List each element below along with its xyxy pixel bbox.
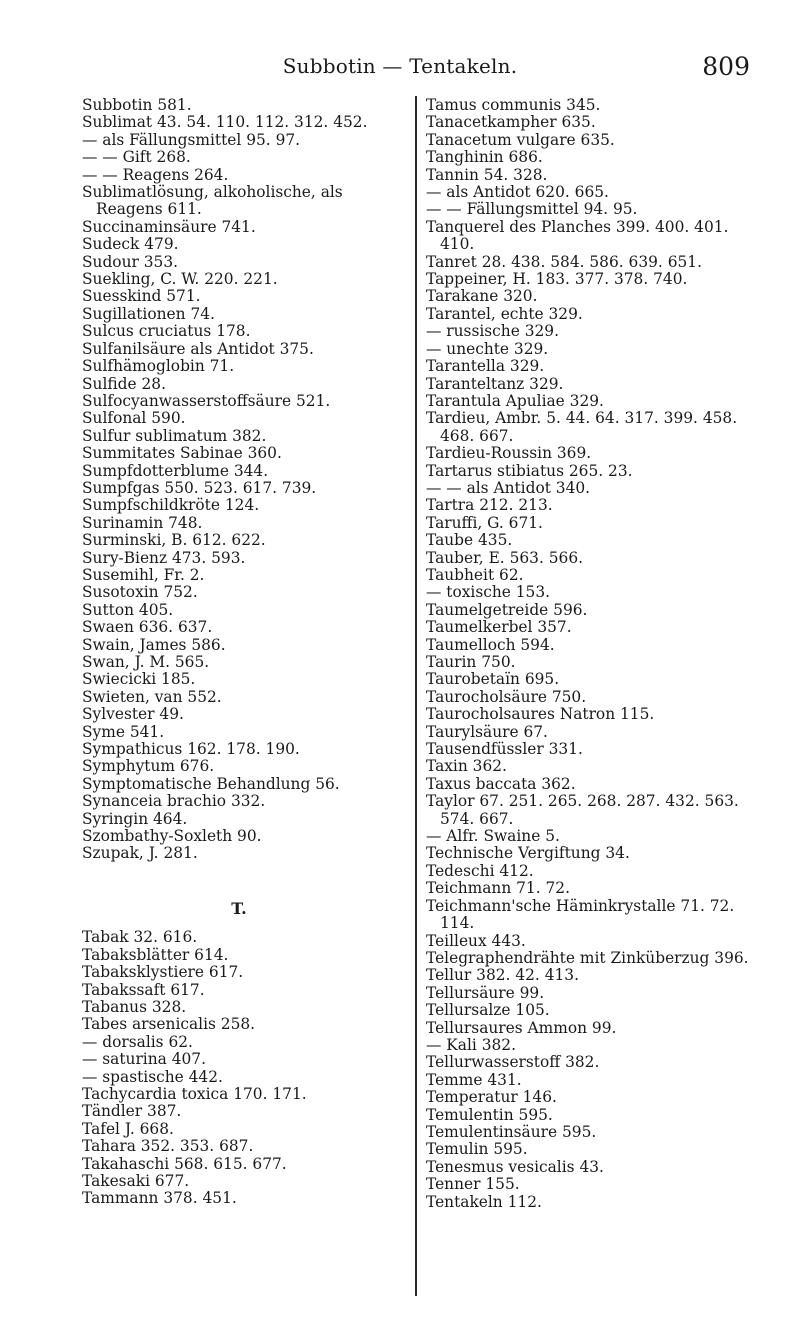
index-entry: Temme 431.: [426, 1070, 522, 1089]
section-letter-heading: T.: [231, 898, 247, 918]
index-entry: Tanret 28. 438. 584. 586. 639. 651.: [426, 252, 702, 271]
index-entry: Temulin 595.: [426, 1140, 528, 1159]
index-entry: Sudour 353.: [82, 252, 179, 271]
index-entry: Taubheit 62.: [426, 565, 524, 584]
index-entry: Tarantula Apuliae 329.: [426, 391, 604, 410]
index-entry: — — Fällungsmittel 94. 95.: [426, 200, 638, 219]
index-entry: Tellursalze 105.: [426, 1001, 550, 1020]
index-entry: Taruffi, G. 671.: [426, 513, 543, 532]
index-entry: Taurocholsaures Natron 115.: [426, 705, 655, 724]
index-entry: Susotoxin 752.: [82, 583, 198, 602]
index-column-right: [426, 97, 758, 1211]
index-entry: Tauber, E. 563. 566.: [426, 548, 584, 567]
index-entry: Tannin 54. 328.: [426, 165, 548, 184]
index-entry: Taylor 67. 251. 265. 268. 287. 432. 563. 574. 667.: [426, 792, 744, 828]
index-entry: Tartarus stibiatus 265. 23.: [426, 461, 633, 480]
index-entry: Tändler 387.: [82, 1102, 182, 1121]
index-entry: Temulentinsäure 595.: [426, 1122, 597, 1141]
index-entry: Tammann 378. 451.: [82, 1189, 237, 1208]
index-entry: Temperatur 146.: [426, 1088, 557, 1107]
index-entry: — spastische 442.: [82, 1067, 223, 1086]
index-entry: Technische Vergiftung 34.: [426, 844, 630, 863]
index-entry: Suekling, C. W. 220. 221.: [82, 270, 278, 289]
index-column-left: [82, 97, 402, 1208]
index-entry: Temulentin 595.: [426, 1105, 553, 1124]
index-entry: Tabaksblätter 614.: [82, 945, 229, 964]
index-entry: Tanquerel des Planches 399. 400. 401. 410.: [426, 217, 734, 254]
index-entry: Tenner 155.: [426, 1175, 520, 1194]
index-entry: Tarakane 320.: [426, 287, 538, 306]
index-entry: Sulfide 28.: [82, 374, 166, 393]
index-entry: Sumpfdotterblume 344.: [82, 461, 269, 480]
index-entry: Szombathy-Soxleth 90.: [82, 827, 262, 846]
index-entry: Taurobetaïn 695.: [426, 670, 560, 689]
index-entry: — — Gift 268.: [82, 148, 191, 167]
index-entry: Taxin 362.: [426, 757, 507, 776]
index-entry: Takesaki 677.: [82, 1171, 190, 1190]
index-entry: Sympathicus 162. 178. 190.: [82, 740, 300, 759]
index-entry: Taranteltanz 329.: [426, 374, 564, 393]
index-entry: Sulfhämoglobin 71.: [82, 357, 235, 376]
index-entry: Tellursaures Ammon 99.: [426, 1018, 617, 1037]
index-entry: Surinamin 748.: [82, 513, 203, 532]
index-entry: Sudeck 479.: [82, 235, 179, 254]
running-head: [0, 50, 800, 90]
index-entry: Synanceia brachio 332.: [82, 792, 266, 811]
index-entry: Sulcus cruciatus 178.: [82, 322, 251, 341]
index-entry: — russische 329.: [426, 322, 559, 341]
index-entry: Syringin 464.: [82, 809, 188, 828]
index-entry: — als Antidot 620. 665.: [426, 183, 609, 202]
index-entry: Tardieu, Ambr. 5. 44. 64. 317. 399. 458. 468. 667.: [426, 409, 743, 445]
index-entry: Tamus communis 345.: [426, 96, 601, 114]
index-entry: Swiecicki 185.: [82, 670, 196, 689]
column-divider: [415, 96, 417, 1296]
running-title: Subbotin — Tentakeln.: [282, 54, 518, 78]
index-entry: Telegraphendrähte mit Zinküberzug 396.: [426, 948, 749, 967]
index-entry: Sulfanilsäure als Antidot 375.: [82, 339, 314, 358]
index-entry: Taube 435.: [426, 531, 513, 550]
index-entry: Swieten, van 552.: [82, 687, 222, 706]
index-entry: Tentakeln 112.: [426, 1192, 542, 1211]
index-entry: Tellursäure 99.: [426, 983, 545, 1002]
index-entry: Sublimat 43. 54. 110. 112. 312. 452.: [82, 113, 368, 132]
index-entry: — — Reagens 264.: [82, 165, 229, 184]
index-entry: Taurin 750.: [426, 653, 516, 671]
index-entry: Taumelkerbel 357.: [426, 618, 572, 637]
index-entry: Tabes arsenicalis 258.: [82, 1015, 256, 1034]
index-entry: Tarantel, echte 329.: [426, 304, 583, 323]
index-entry: Tabanus 328.: [82, 997, 187, 1016]
index-entry: Tenesmus vesicalis 43.: [426, 1157, 604, 1176]
index-entry: Sugillationen 74.: [82, 304, 215, 323]
index-entry: Taumelgetreide 596.: [426, 600, 588, 619]
index-entry: — Alfr. Swaine 5.: [426, 827, 560, 846]
index-entry: Tedeschi 412.: [426, 861, 534, 880]
index-entry: Tabaksklystiere 617.: [82, 963, 244, 982]
index-entry: Tanacetum vulgare 635.: [426, 130, 615, 149]
index-entry: Tanacetkampher 635.: [426, 113, 596, 132]
index-entry: Teichmann'sche Häminkrystalle 71. 72. 114.: [426, 896, 740, 933]
index-entry: Tartra 212. 213.: [426, 496, 553, 515]
index-entry: — dorsalis 62.: [82, 1032, 193, 1051]
index-entry: Subbotin 581.: [82, 96, 192, 114]
index-entry: Tausendfüssler 331.: [426, 740, 583, 759]
index-entry: Tafel J. 668.: [82, 1119, 174, 1138]
index-entry: Sulfonal 590.: [82, 409, 186, 428]
index-entry: Tappeiner, H. 183. 377. 378. 740.: [426, 270, 688, 289]
index-entry: — unechte 329.: [426, 339, 549, 358]
index-entry: Taumelloch 594.: [426, 635, 555, 654]
index-entry: — Kali 382.: [426, 1035, 516, 1054]
index-entry: Sylvester 49.: [82, 705, 184, 724]
index-entry: Surminski, B. 612. 622.: [82, 531, 266, 550]
index-entry: Teilleux 443.: [426, 931, 526, 950]
index-entry: Tabakssaft 617.: [82, 980, 205, 999]
index-entry: Teichmann 71. 72.: [426, 879, 570, 898]
index-entry: Symphytum 676.: [82, 757, 215, 776]
index-entry: Taurylsäure 67.: [426, 722, 548, 741]
index-entry: Tanghinin 686.: [426, 148, 543, 167]
index-entry: Sulfocyanwasserstoffsäure 521.: [82, 391, 331, 410]
index-entry: Tahara 352. 353. 687.: [82, 1137, 254, 1156]
index-entry: Szupak, J. 281.: [82, 844, 198, 863]
index-entry: — toxische 153.: [426, 583, 551, 602]
index-entry: Susemihl, Fr. 2.: [82, 565, 205, 584]
index-entry: Swan, J. M. 565.: [82, 653, 210, 671]
index-entry: Summitates Sabinae 360.: [82, 444, 282, 463]
index-entry: Swaen 636. 637.: [82, 618, 213, 637]
index-entry: Sutton 405.: [82, 600, 174, 619]
index-entry: Tellurwasserstoff 382.: [426, 1053, 600, 1072]
index-entry: — als Fällungsmittel 95. 97.: [82, 130, 301, 149]
index-entry: Tellur 382. 42. 413.: [426, 966, 579, 985]
index-entry: Suesskind 571.: [82, 287, 201, 306]
index-entry: Swain, James 586.: [82, 635, 226, 654]
index-entry: Sumpfschildkröte 124.: [82, 496, 260, 515]
index-entry: Tachycardia toxica 170. 171.: [82, 1084, 307, 1103]
index-entry: Symptomatische Behandlung 56.: [82, 774, 340, 793]
index-entry: Tarantella 329.: [426, 357, 545, 376]
index-entry: — — als Antidot 340.: [426, 478, 591, 497]
index-entry: Sumpfgas 550. 523. 617. 739.: [82, 478, 317, 497]
index-entry: — saturina 407.: [82, 1050, 206, 1069]
index-entry: Sulfur sublimatum 382.: [82, 426, 267, 445]
index-entry: Sury-Bienz 473. 593.: [82, 548, 246, 567]
index-entry: Syme 541.: [82, 722, 165, 741]
index-entry: Takahaschi 568. 615. 677.: [82, 1154, 287, 1173]
index-entry: Taurocholsäure 750.: [426, 687, 587, 706]
index-entry: Taxus baccata 362.: [426, 774, 576, 793]
index-entry: Tabak 32. 616.: [82, 928, 198, 947]
index-entry: Sublimatlösung, alkoholische, als Reagens 611.: [82, 183, 348, 219]
index-entry: Succinaminsäure 741.: [82, 217, 256, 236]
page-number: 809: [702, 52, 750, 81]
index-entry: Tardieu-Roussin 369.: [426, 444, 592, 463]
